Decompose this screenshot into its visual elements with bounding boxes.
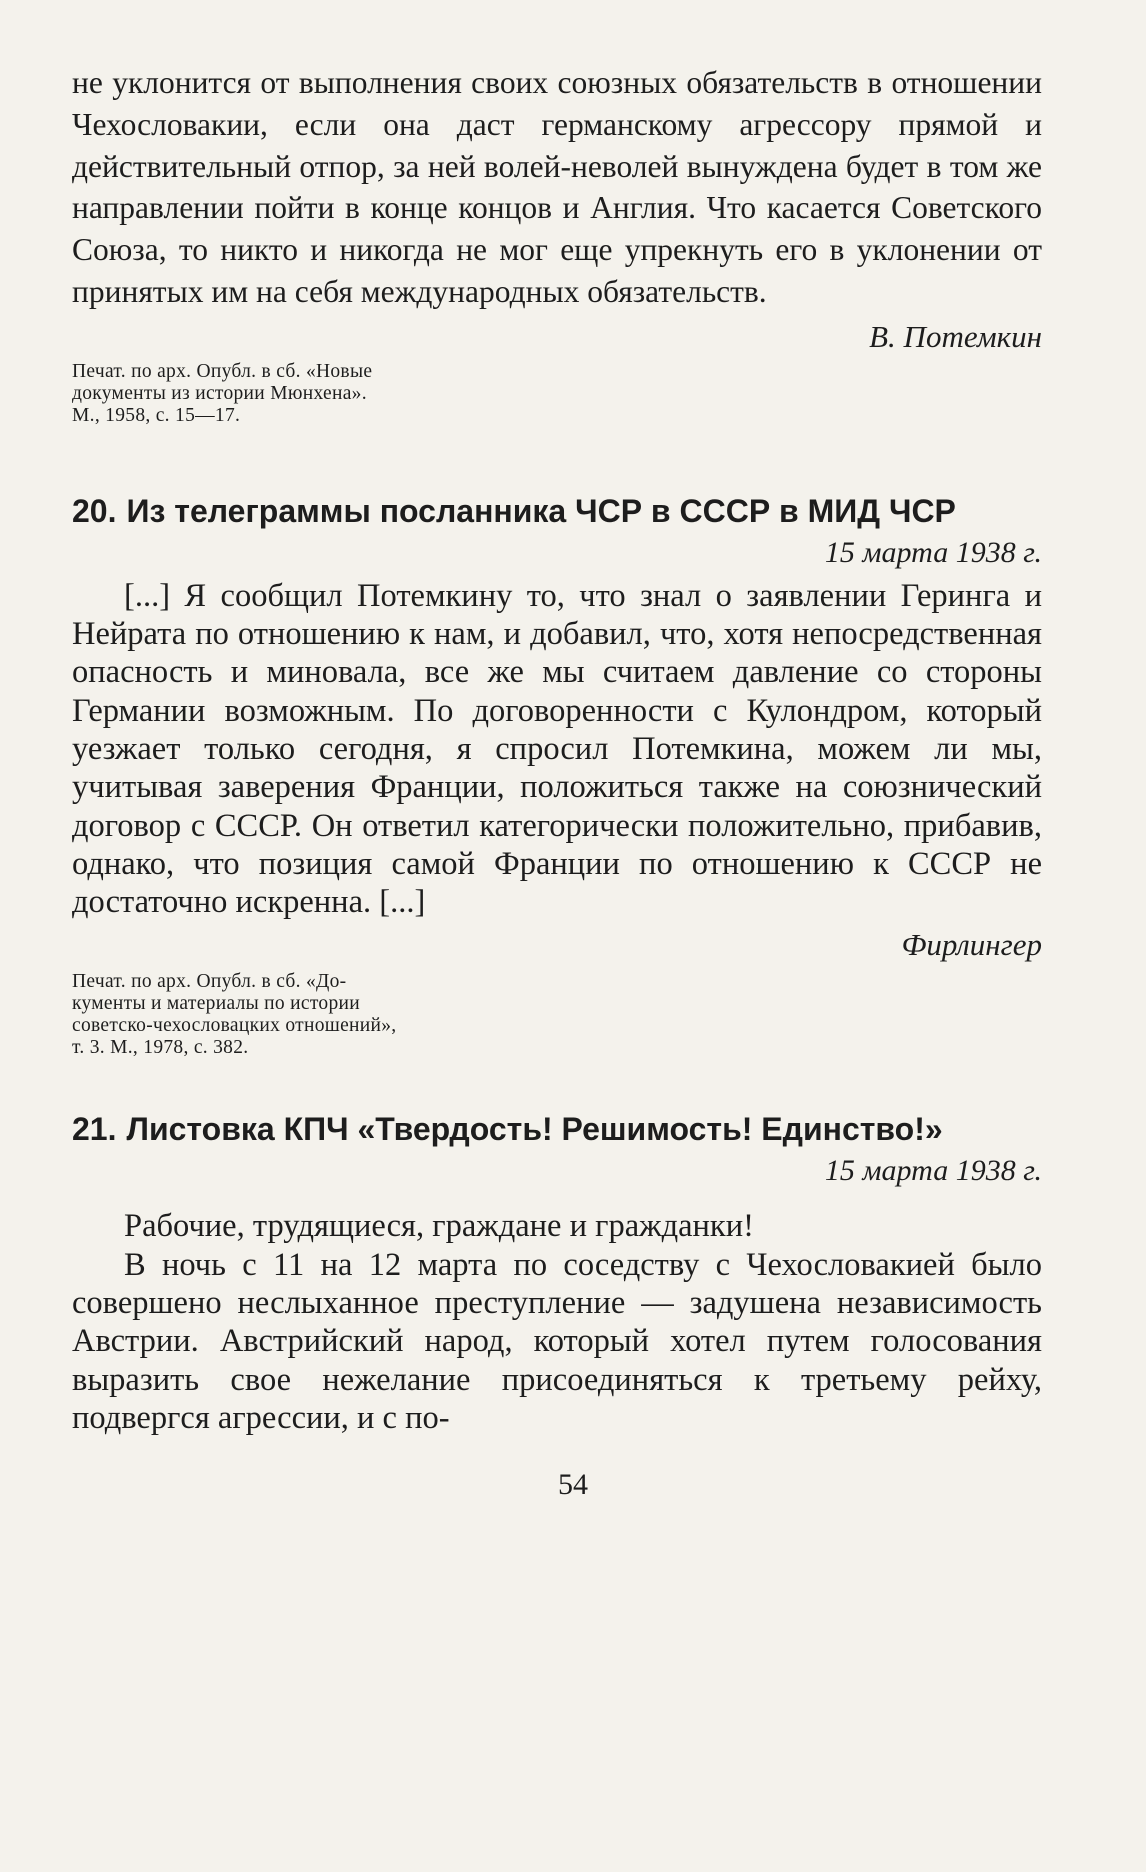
signature-firlinger: Фирлингер	[901, 927, 1042, 963]
document-20-body	[72, 577, 1042, 922]
page-number: 54	[558, 1468, 588, 1501]
document-20-heading	[72, 491, 1042, 531]
document-21-date: 15 марта 1938 г.	[824, 1154, 1042, 1188]
document-title: Из телеграммы посланника ЧСР в СССР в МИД ЧСР	[126, 492, 956, 529]
signature-potemkin: В. Потемкин	[869, 318, 1042, 354]
paragraph-text: [...] Я сообщил Потемкину то, что знал о заявлении Геринга и Нейрата по отношению к нам, и добавил, что, хотя непосредственная опасность и миновала, все же мы считаем давление со стороны Германии возможным. По договоренности с Кулондром, который уезжает только сегодня, я спросил Потемкина, можем ли мы, учитывая заверения Франции, положиться также на союзнический договор с СССР. Он ответил категорически положительно, прибавив, однако, что позиция самой Франции по отношению к СССР не достаточно искренна. [...]	[72, 577, 1042, 921]
document-21-body	[72, 1207, 1042, 1437]
document-number: 21.	[72, 1111, 117, 1148]
continued-paragraph	[72, 62, 1042, 313]
document-number: 20.	[72, 492, 117, 529]
source-line: Печат. по арх. Опубл. в сб. «До-	[72, 971, 347, 993]
source-note-2	[72, 971, 502, 1059]
document-title: Листовка КПЧ «Твердость! Решимость! Единство!»	[126, 1111, 943, 1148]
greeting-text: Рабочие, трудящиеся, граждане и гражданки!	[124, 1208, 754, 1245]
document-21-heading	[72, 1109, 1042, 1149]
paragraph-text: В ночь с 11 на 12 марта по соседству с Чехословакией было совершено неслыханное преступление — задушена независимость Австрии. Австрийский народ, который хотел путем голосования выразить свое нежелание присоединяться к третьему рейху, подвергся агрессии, и с по-	[72, 1246, 1042, 1436]
source-line: т. 3. М., 1978, с. 382.	[72, 1037, 249, 1059]
document-20-date: 15 марта 1938 г.	[824, 535, 1042, 569]
source-line: советско-чехословацких отношений»,	[72, 1015, 397, 1037]
source-line: М., 1958, с. 15—17.	[72, 404, 241, 426]
source-note-1	[72, 361, 502, 427]
source-line: кументы и материалы по истории	[72, 993, 360, 1015]
paragraph-text: не уклонится от выполнения своих союзных обязательств в отношении Чехословакии, если она даст германскому агрессору прямой и действительный отпор, за ней волей-неволей вынуждена будет в том же направлении пойти в конце концов и Англия. Что касается Советского Союза, то никто и никогда не мог еще упрекнуть его в уклонении от принятых им на себя международных обязательств.	[72, 65, 1042, 309]
source-line: Печат. по арх. Опубл. в сб. «Новые	[72, 360, 373, 382]
source-line: документы из истории Мюнхена».	[72, 382, 367, 404]
